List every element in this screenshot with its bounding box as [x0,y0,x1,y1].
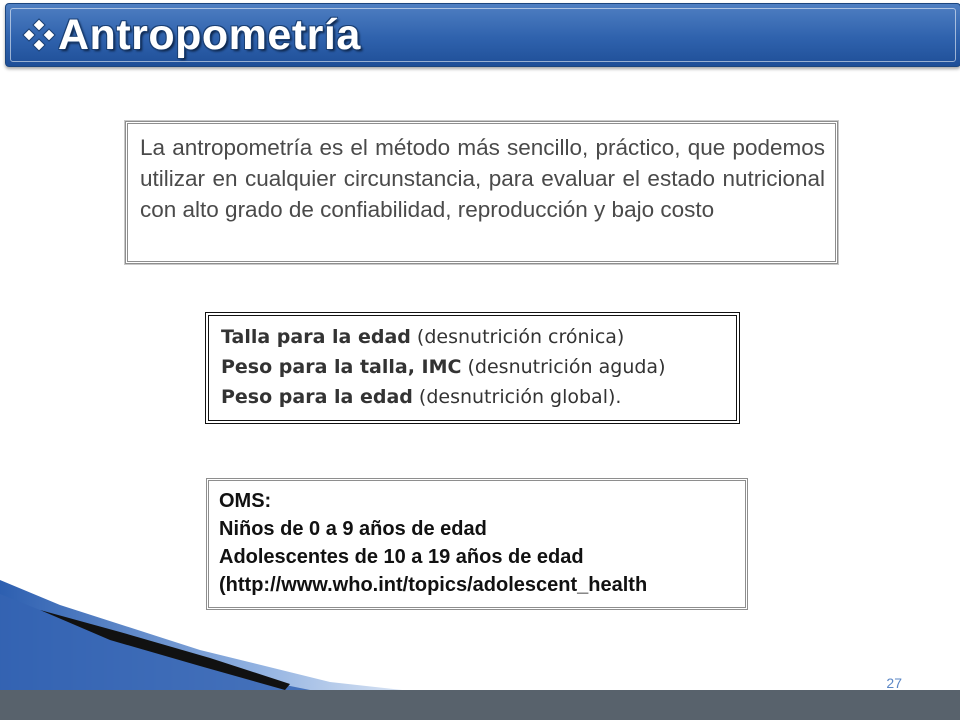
title-bar [5,3,960,67]
indicator-item: Peso para la edad (desnutrición global). [221,386,622,408]
indicator-item: Talla para la edad (desnutrición crónica) [221,326,625,348]
oms-heading: OMS: [219,490,272,512]
footer-bar [0,690,960,720]
oms-reference-link: (http://www.who.int/topics/adolescent_health [219,574,648,596]
oms-adolescents-range: Adolescentes de 10 a 19 años de edad [219,546,584,568]
definition-text: La antropometría es el método más sencillo, práctico, que podemos utilizar en cualquier circunstancia, para evaluar el estado nutricional con alto grado de confiabilidad, reproducción y bajo costo [140,135,825,222]
page-number: 27 [886,675,902,691]
slide-title: Antropometría [58,11,361,59]
diamond-bullet-icon [22,18,56,52]
definition-box [125,121,838,264]
oms-children-range: Niños de 0 a 9 años de edad [219,518,487,540]
indicators-box [205,312,740,424]
decorative-swoosh [0,580,420,692]
indicator-item: Peso para la talla, IMC (desnutrición aguda) [221,356,666,378]
